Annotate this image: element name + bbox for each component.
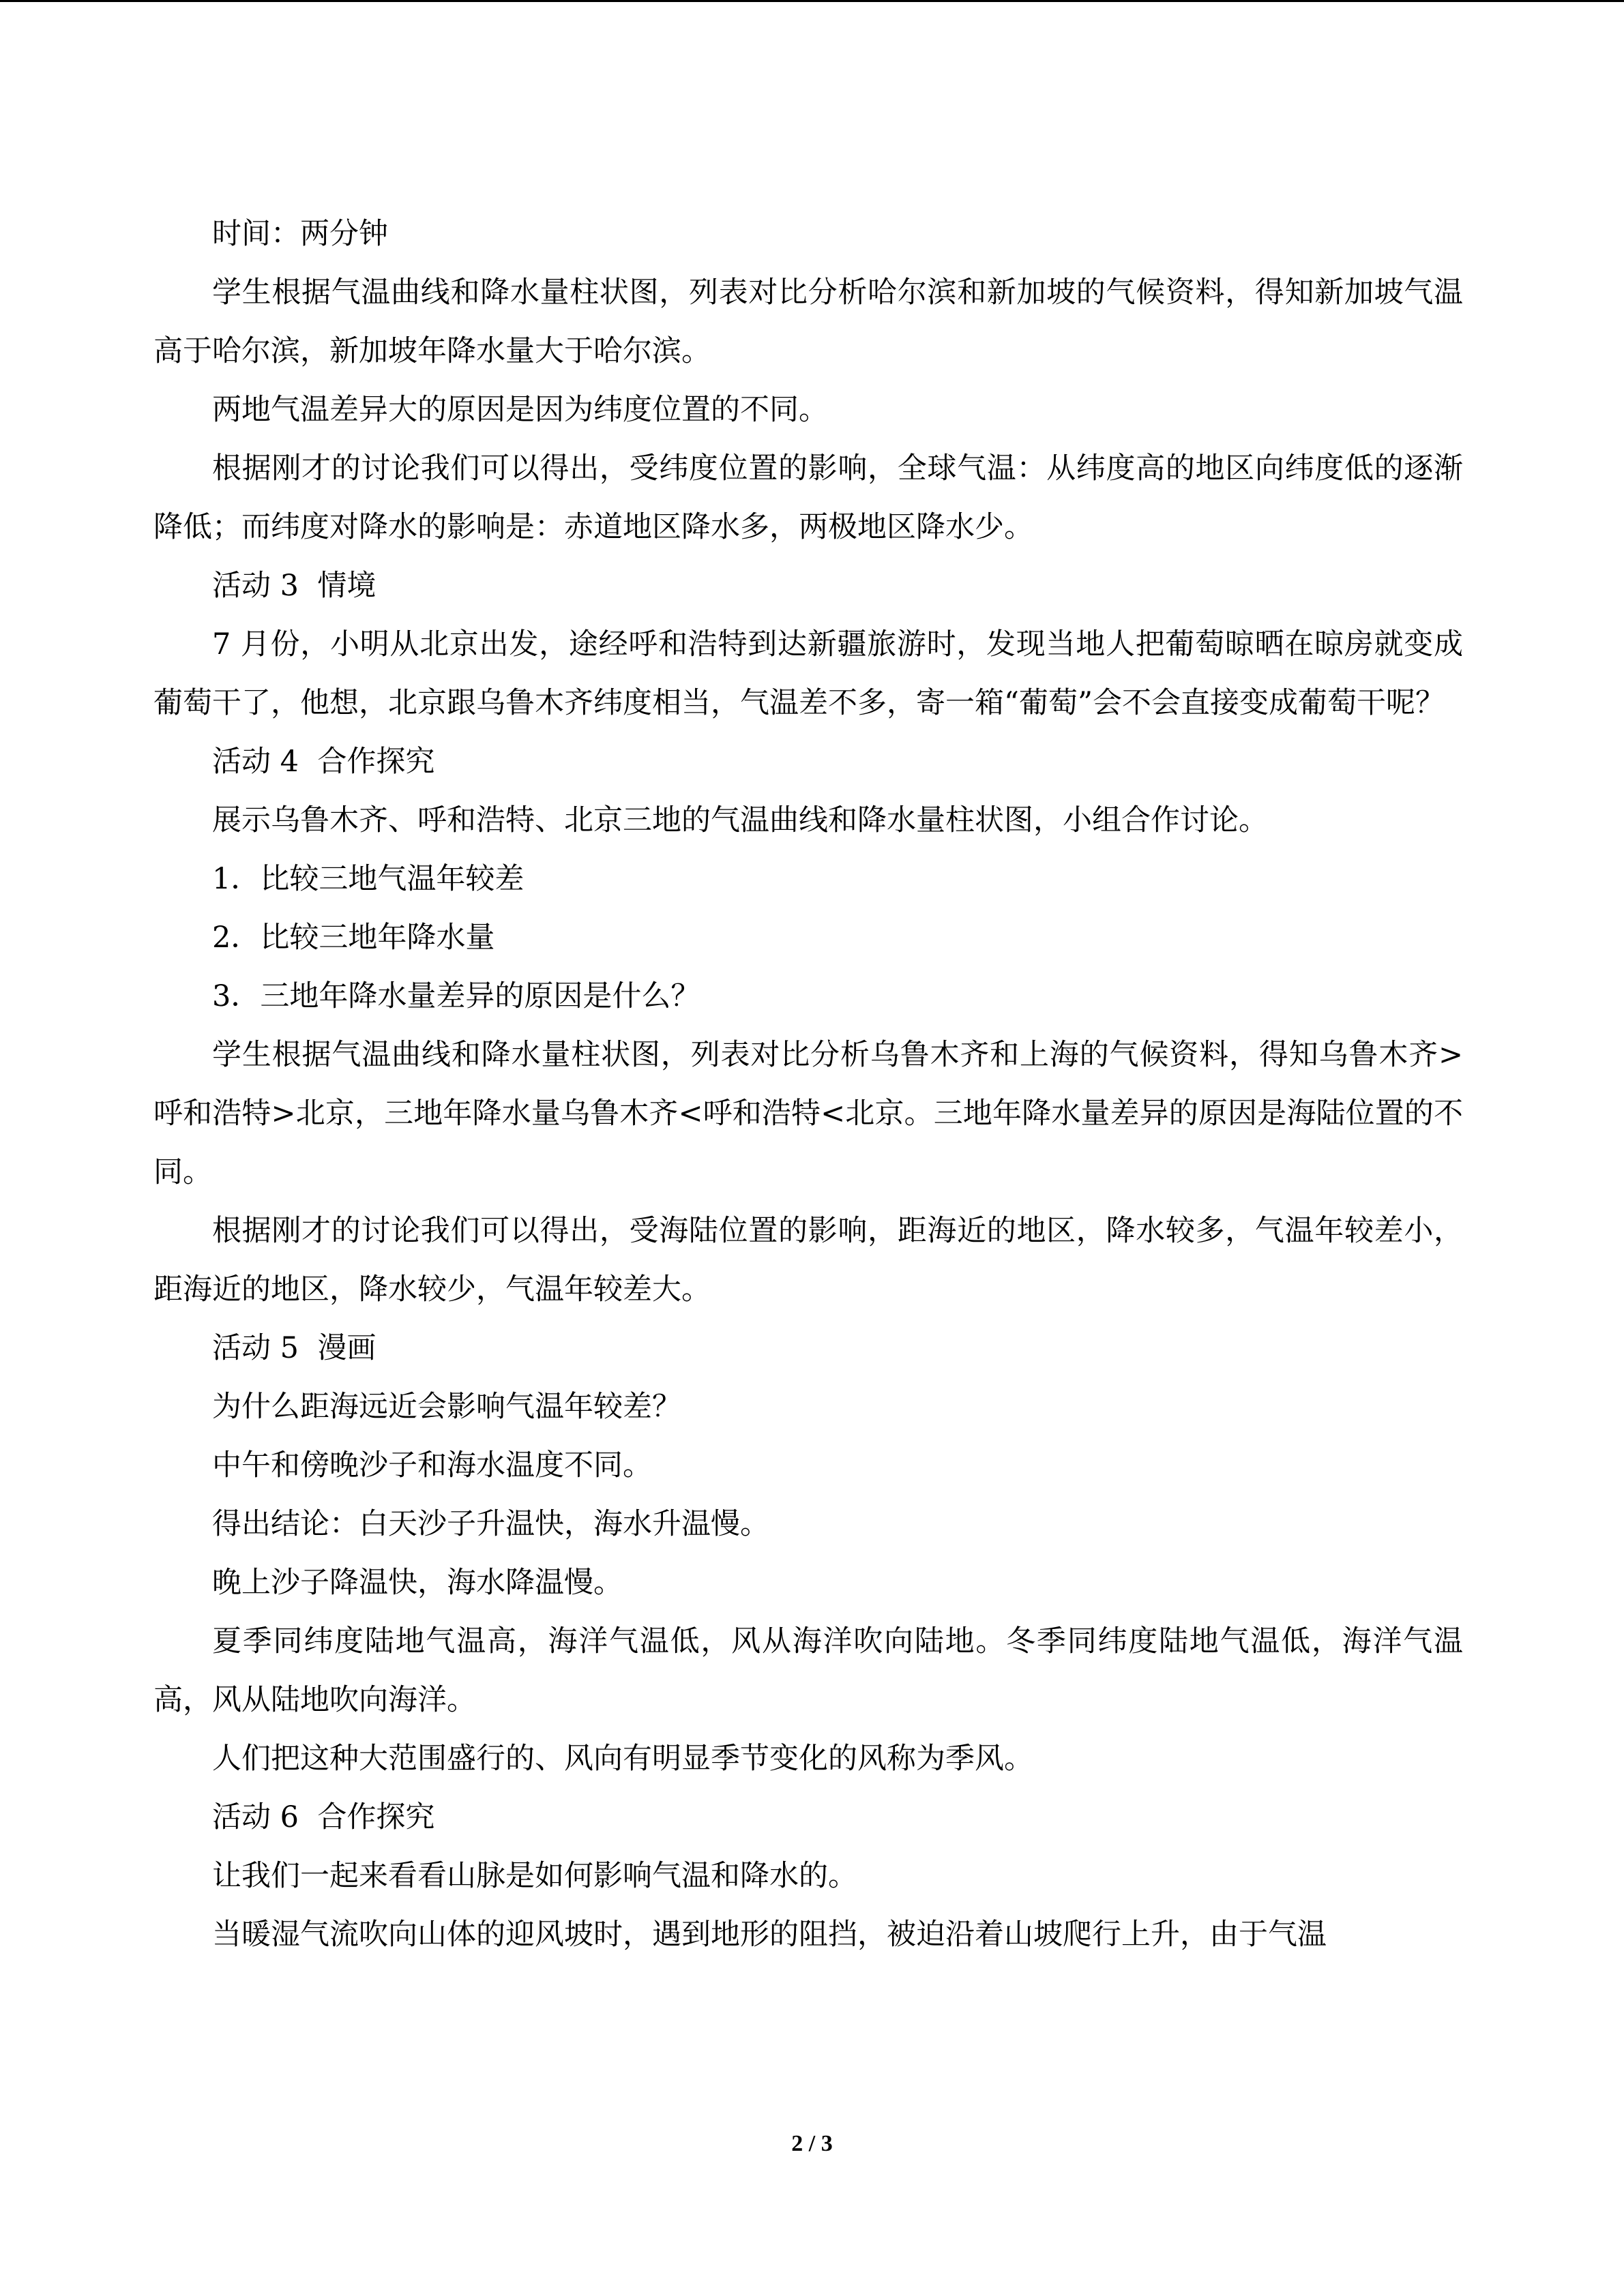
- paragraph: 晚上沙子降温快，海水降温慢。: [212, 1566, 623, 1600]
- paragraph: 根据刚才的讨论我们可以得出，受纬度位置的影响，全球气温：从纬度高的地区向纬度低的逐渐降低；而纬度对降水的影响是：赤道地区降水多，两极地区降水少。: [153, 451, 1463, 544]
- paragraph: 根据刚才的讨论我们可以得出，受海陆位置的影响，距海近的地区，降水较多，气温年较差小，距海近的地区，降水较少，气温年较差大。: [153, 1214, 1463, 1307]
- paragraph: 夏季同纬度陆地气温高，海洋气温低，风从海洋吹向陆地。冬季同纬度陆地气温低，海洋气温高，风从陆地吹向海洋。: [153, 1624, 1463, 1717]
- paragraph: 当暖湿气流吹向山体的迎风坡时，遇到地形的阻挡，被迫沿着山坡爬行上升，由于气温: [212, 1918, 1327, 1952]
- paragraph: 得出结论：白天沙子升温快，海水升温慢。: [212, 1507, 769, 1541]
- paragraph: 为什么距海远近会影响气温年较差？: [212, 1390, 681, 1424]
- paragraph: 时间：两分钟: [212, 217, 388, 251]
- section-heading: 活动 5 漫画: [212, 1331, 377, 1365]
- paragraph: 展示乌鲁木齐、呼和浩特、北京三地的气温曲线和降水量柱状图，小组合作讨论。: [212, 803, 1268, 837]
- list-item: 1．比较三地气温年较差: [212, 862, 525, 896]
- paragraph: 学生根据气温曲线和降水量柱状图，列表对比分析乌鲁木齐和上海的气候资料，得知乌鲁木齐>呼和浩特>北京，三地年降水量乌鲁木齐<呼和浩特<北京。三地年降水量差异的原因是海陆位置的不同。: [153, 1038, 1463, 1189]
- paragraph: 学生根据气温曲线和降水量柱状图，列表对比分析哈尔滨和新加坡的气候资料，得知新加坡气温高于哈尔滨，新加坡年降水量大于哈尔滨。: [153, 275, 1463, 368]
- document-body: [153, 205, 1463, 1964]
- paragraph: 中午和傍晚沙子和海水温度不同。: [212, 1448, 652, 1482]
- list-item: 2．比较三地年降水量: [212, 921, 495, 955]
- section-heading: 活动 4 合作探究: [212, 745, 435, 779]
- paragraph: 两地气温差异大的原因是因为纬度位置的不同。: [212, 393, 828, 427]
- paragraph: 人们把这种大范围盛行的、风向有明显季节变化的风称为季风。: [212, 1742, 1033, 1776]
- paragraph: 让我们一起来看看山脉是如何影响气温和降水的。: [212, 1859, 857, 1893]
- list-item: 3．三地年降水量差异的原因是什么？: [212, 979, 700, 1013]
- section-heading: 活动 6 合作探究: [212, 1800, 435, 1834]
- paragraph: 7 月份，小明从北京出发，途经呼和浩特到达新疆旅游时，发现当地人把葡萄晾晒在晾房就变成葡萄干了，他想，北京跟乌鲁木齐纬度相当，气温差不多，寄一箱“葡萄”会不会直接变成葡萄干呢？: [153, 627, 1463, 720]
- section-heading: 活动 3 情境: [212, 569, 377, 603]
- top-border-line: [0, 0, 1624, 2]
- page-number: 2 / 3: [791, 2131, 833, 2156]
